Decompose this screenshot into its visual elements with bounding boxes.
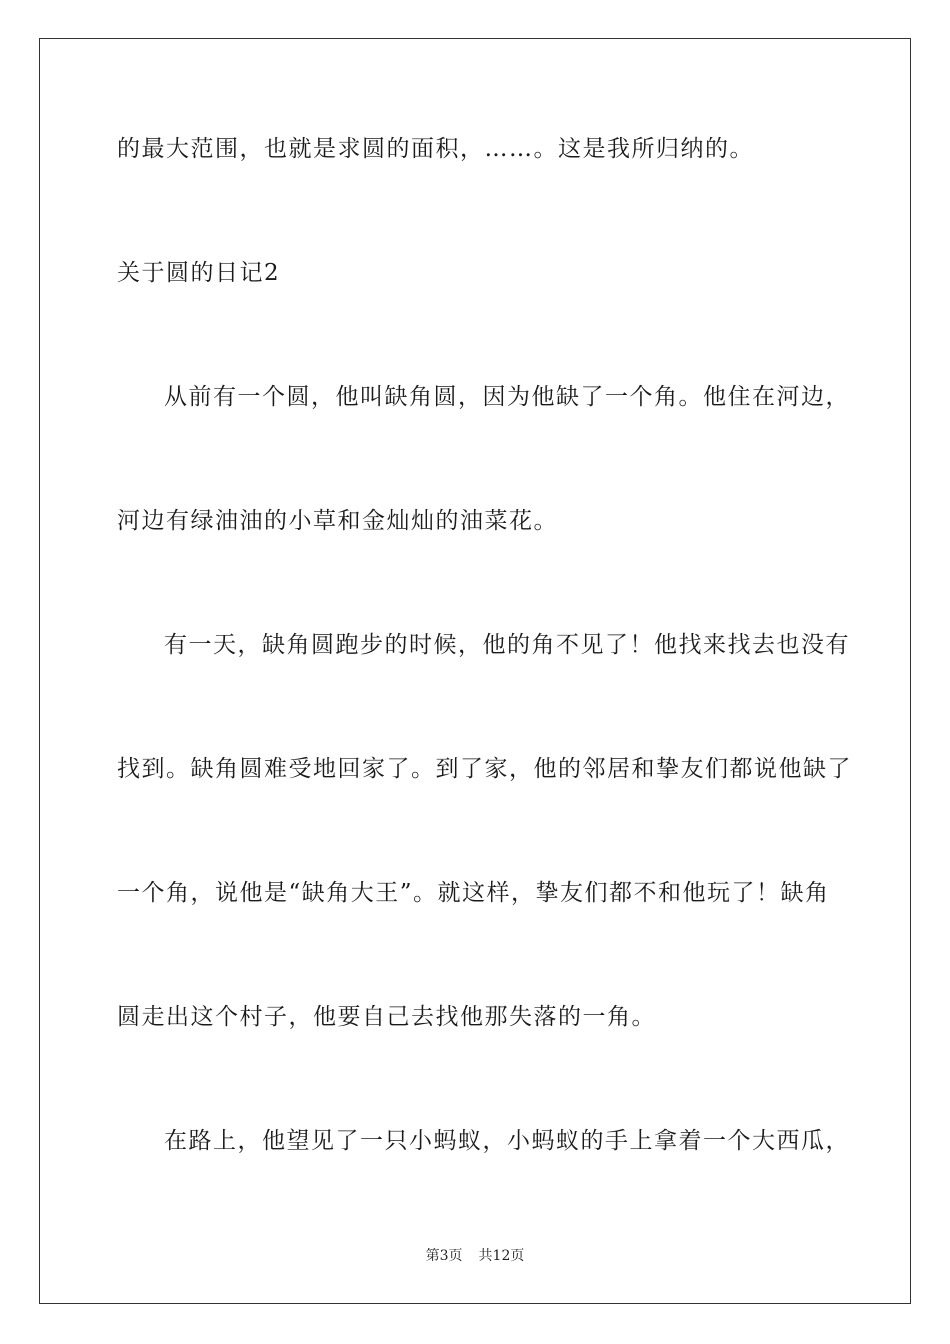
paragraph-2-line-1: 有一天，缺角圆跑步的时候，他的角不见了！他找来找去也没有	[164, 632, 850, 658]
page-footer	[0, 1246, 950, 1266]
section-heading: 关于圆的日记2	[117, 260, 281, 286]
paragraph-3-line-1: 在路上，他望见了一只小蚂蚁，小蚂蚁的手上拿着一个大西瓜，	[164, 1128, 850, 1154]
page-number: 第3页	[425, 1248, 463, 1264]
page-border	[39, 38, 911, 1304]
body-line-1: 的最大范围，也就是求圆的面积，……。这是我所归纳的。	[117, 136, 754, 162]
paragraph-2-line-3: 一个角，说他是“缺角大王”。就这样，挚友们都不和他玩了！缺角	[117, 880, 830, 906]
paragraph-2-line-2: 找到。缺角圆难受地回家了。到了家，他的邻居和挚友们都说他缺了	[117, 756, 852, 782]
paragraph-1-line-1: 从前有一个圆，他叫缺角圆，因为他缺了一个角。他住在河边，	[164, 384, 850, 410]
page-total: 共12页	[478, 1248, 525, 1264]
paragraph-1-line-2: 河边有绿油油的小草和金灿灿的油菜花。	[117, 508, 558, 534]
paragraph-2-line-4: 圆走出这个村子，他要自己去找他那失落的一角。	[117, 1004, 656, 1030]
